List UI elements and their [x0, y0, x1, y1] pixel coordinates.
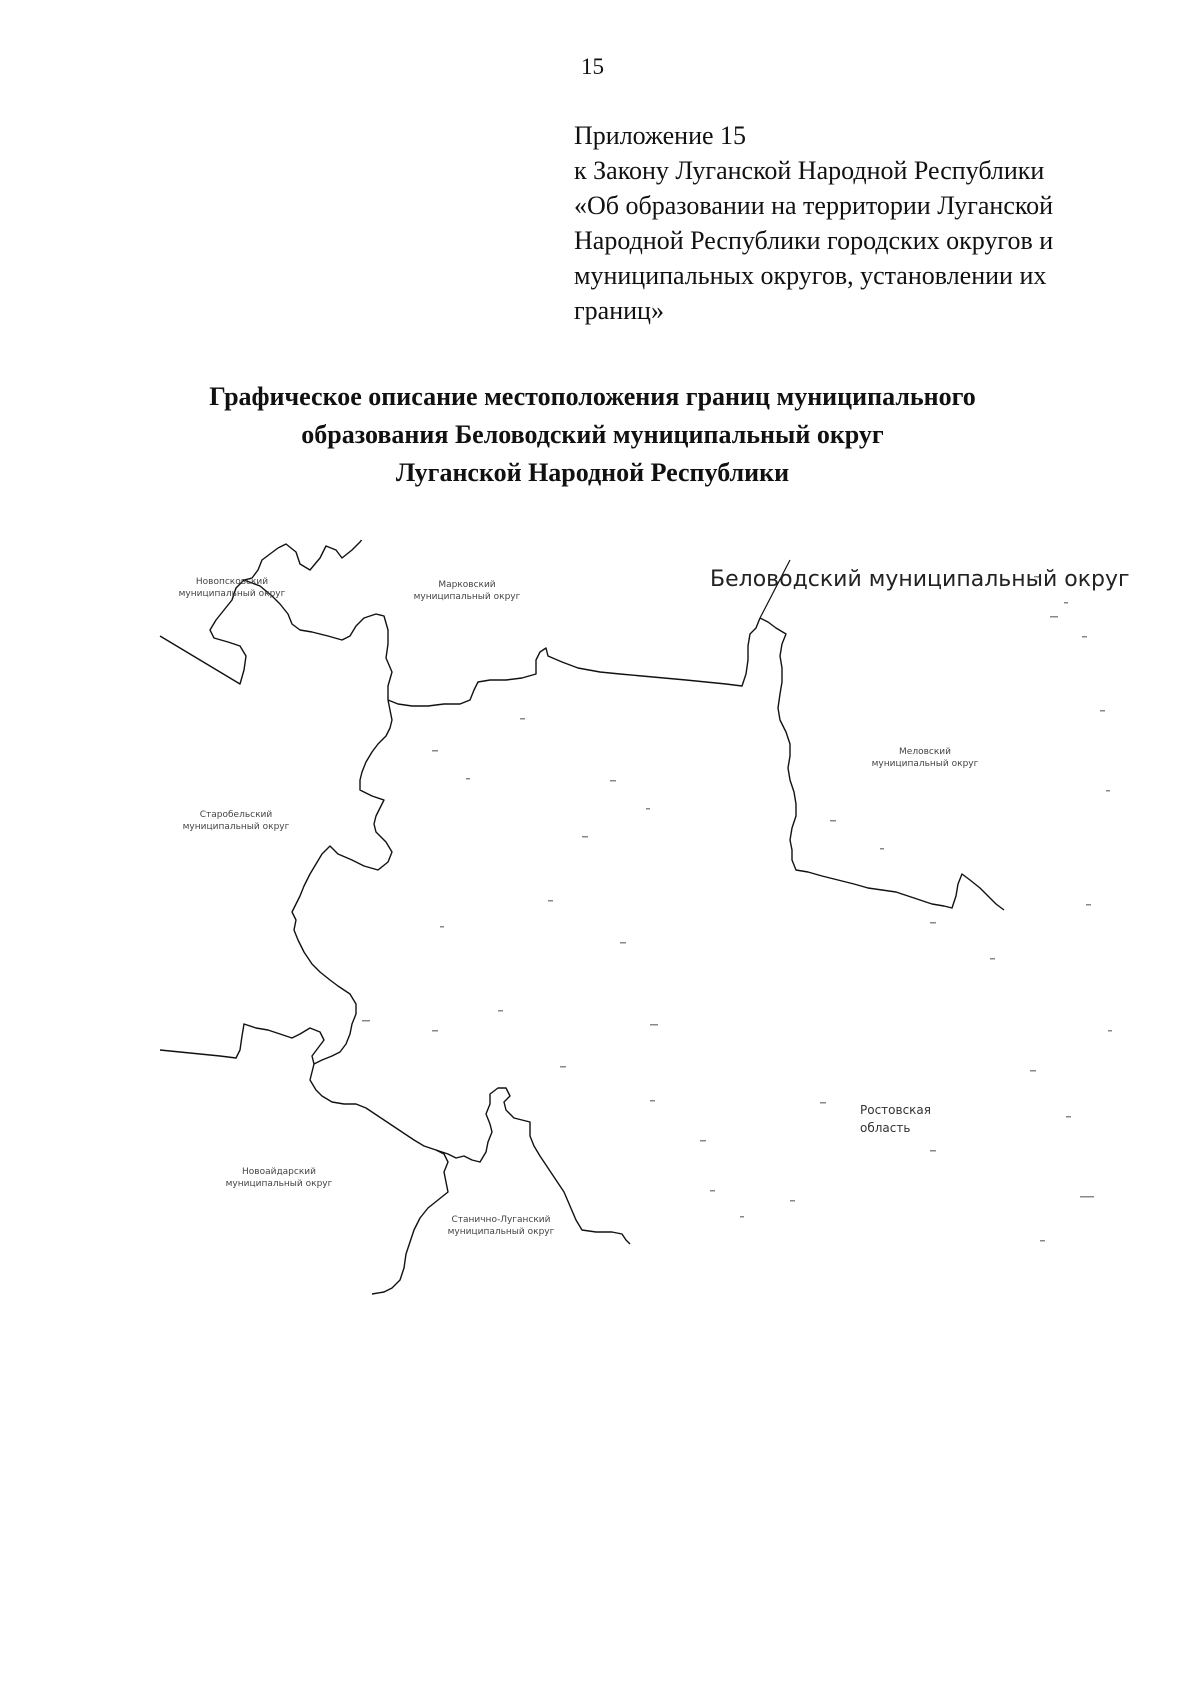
novopskovsky-markovsky-line	[278, 540, 366, 570]
appendix-line: к Закону Луганской Народной Республики	[574, 156, 1045, 185]
markovsky-label-1: Марковский	[438, 580, 496, 590]
appendix-block	[574, 118, 1134, 328]
melovsky-label-1: Меловский	[899, 747, 951, 757]
rostov-label-1: Ростовская	[860, 1103, 931, 1117]
settlement-marks	[362, 576, 1112, 1242]
starobelsky-label-2: муниципальный округ	[182, 822, 290, 832]
appendix-line: «Об образовании на территории Луганской	[574, 191, 1054, 220]
starobelsky-label-1: Старобельский	[199, 810, 273, 820]
document-title	[0, 378, 1185, 492]
appendix-line: Приложение 15	[574, 121, 747, 150]
rostov-label-2: область	[860, 1121, 911, 1135]
markovsky-label-2: муниципальный округ	[413, 592, 521, 602]
appendix-line: муниципальных округов, установлении их	[574, 261, 1047, 290]
starobelsky-novoaidarsky-line	[160, 1024, 324, 1064]
main-district-label: Беловодский муниципальный округ	[710, 567, 1130, 592]
novoaidarsky-label-2: муниципальный округ	[225, 1179, 333, 1189]
appendix-line: границ»	[574, 296, 664, 325]
stanichno-label-1: Станично-Луганский	[451, 1215, 551, 1225]
title-line: Графическое описание местоположения границ муниципального	[209, 382, 976, 411]
appendix-line: Народной Республики городских округов и	[574, 226, 1054, 255]
map-canvas	[0, 540, 1200, 1300]
novoaidarsky-label-1: Новоайдарский	[242, 1167, 316, 1177]
page-number: 15	[581, 54, 604, 79]
boundary-map	[0, 540, 1200, 1300]
belovodsky-boundary-north	[388, 618, 760, 706]
belovodsky-boundary	[292, 700, 630, 1244]
stanichno-boundary	[372, 1150, 448, 1294]
stanichno-label-2: муниципальный округ	[447, 1227, 555, 1237]
melovsky-label-2: муниципальный округ	[871, 759, 979, 769]
novopskovsky-label-2: муниципальный округ	[178, 589, 286, 599]
novopskovsky-boundary	[160, 548, 278, 684]
title-line: Луганской Народной Республики	[395, 458, 790, 487]
title-line: образования Беловодский муниципальный округ	[301, 420, 884, 449]
novopskovsky-label-1: Новопсковский	[195, 577, 269, 587]
